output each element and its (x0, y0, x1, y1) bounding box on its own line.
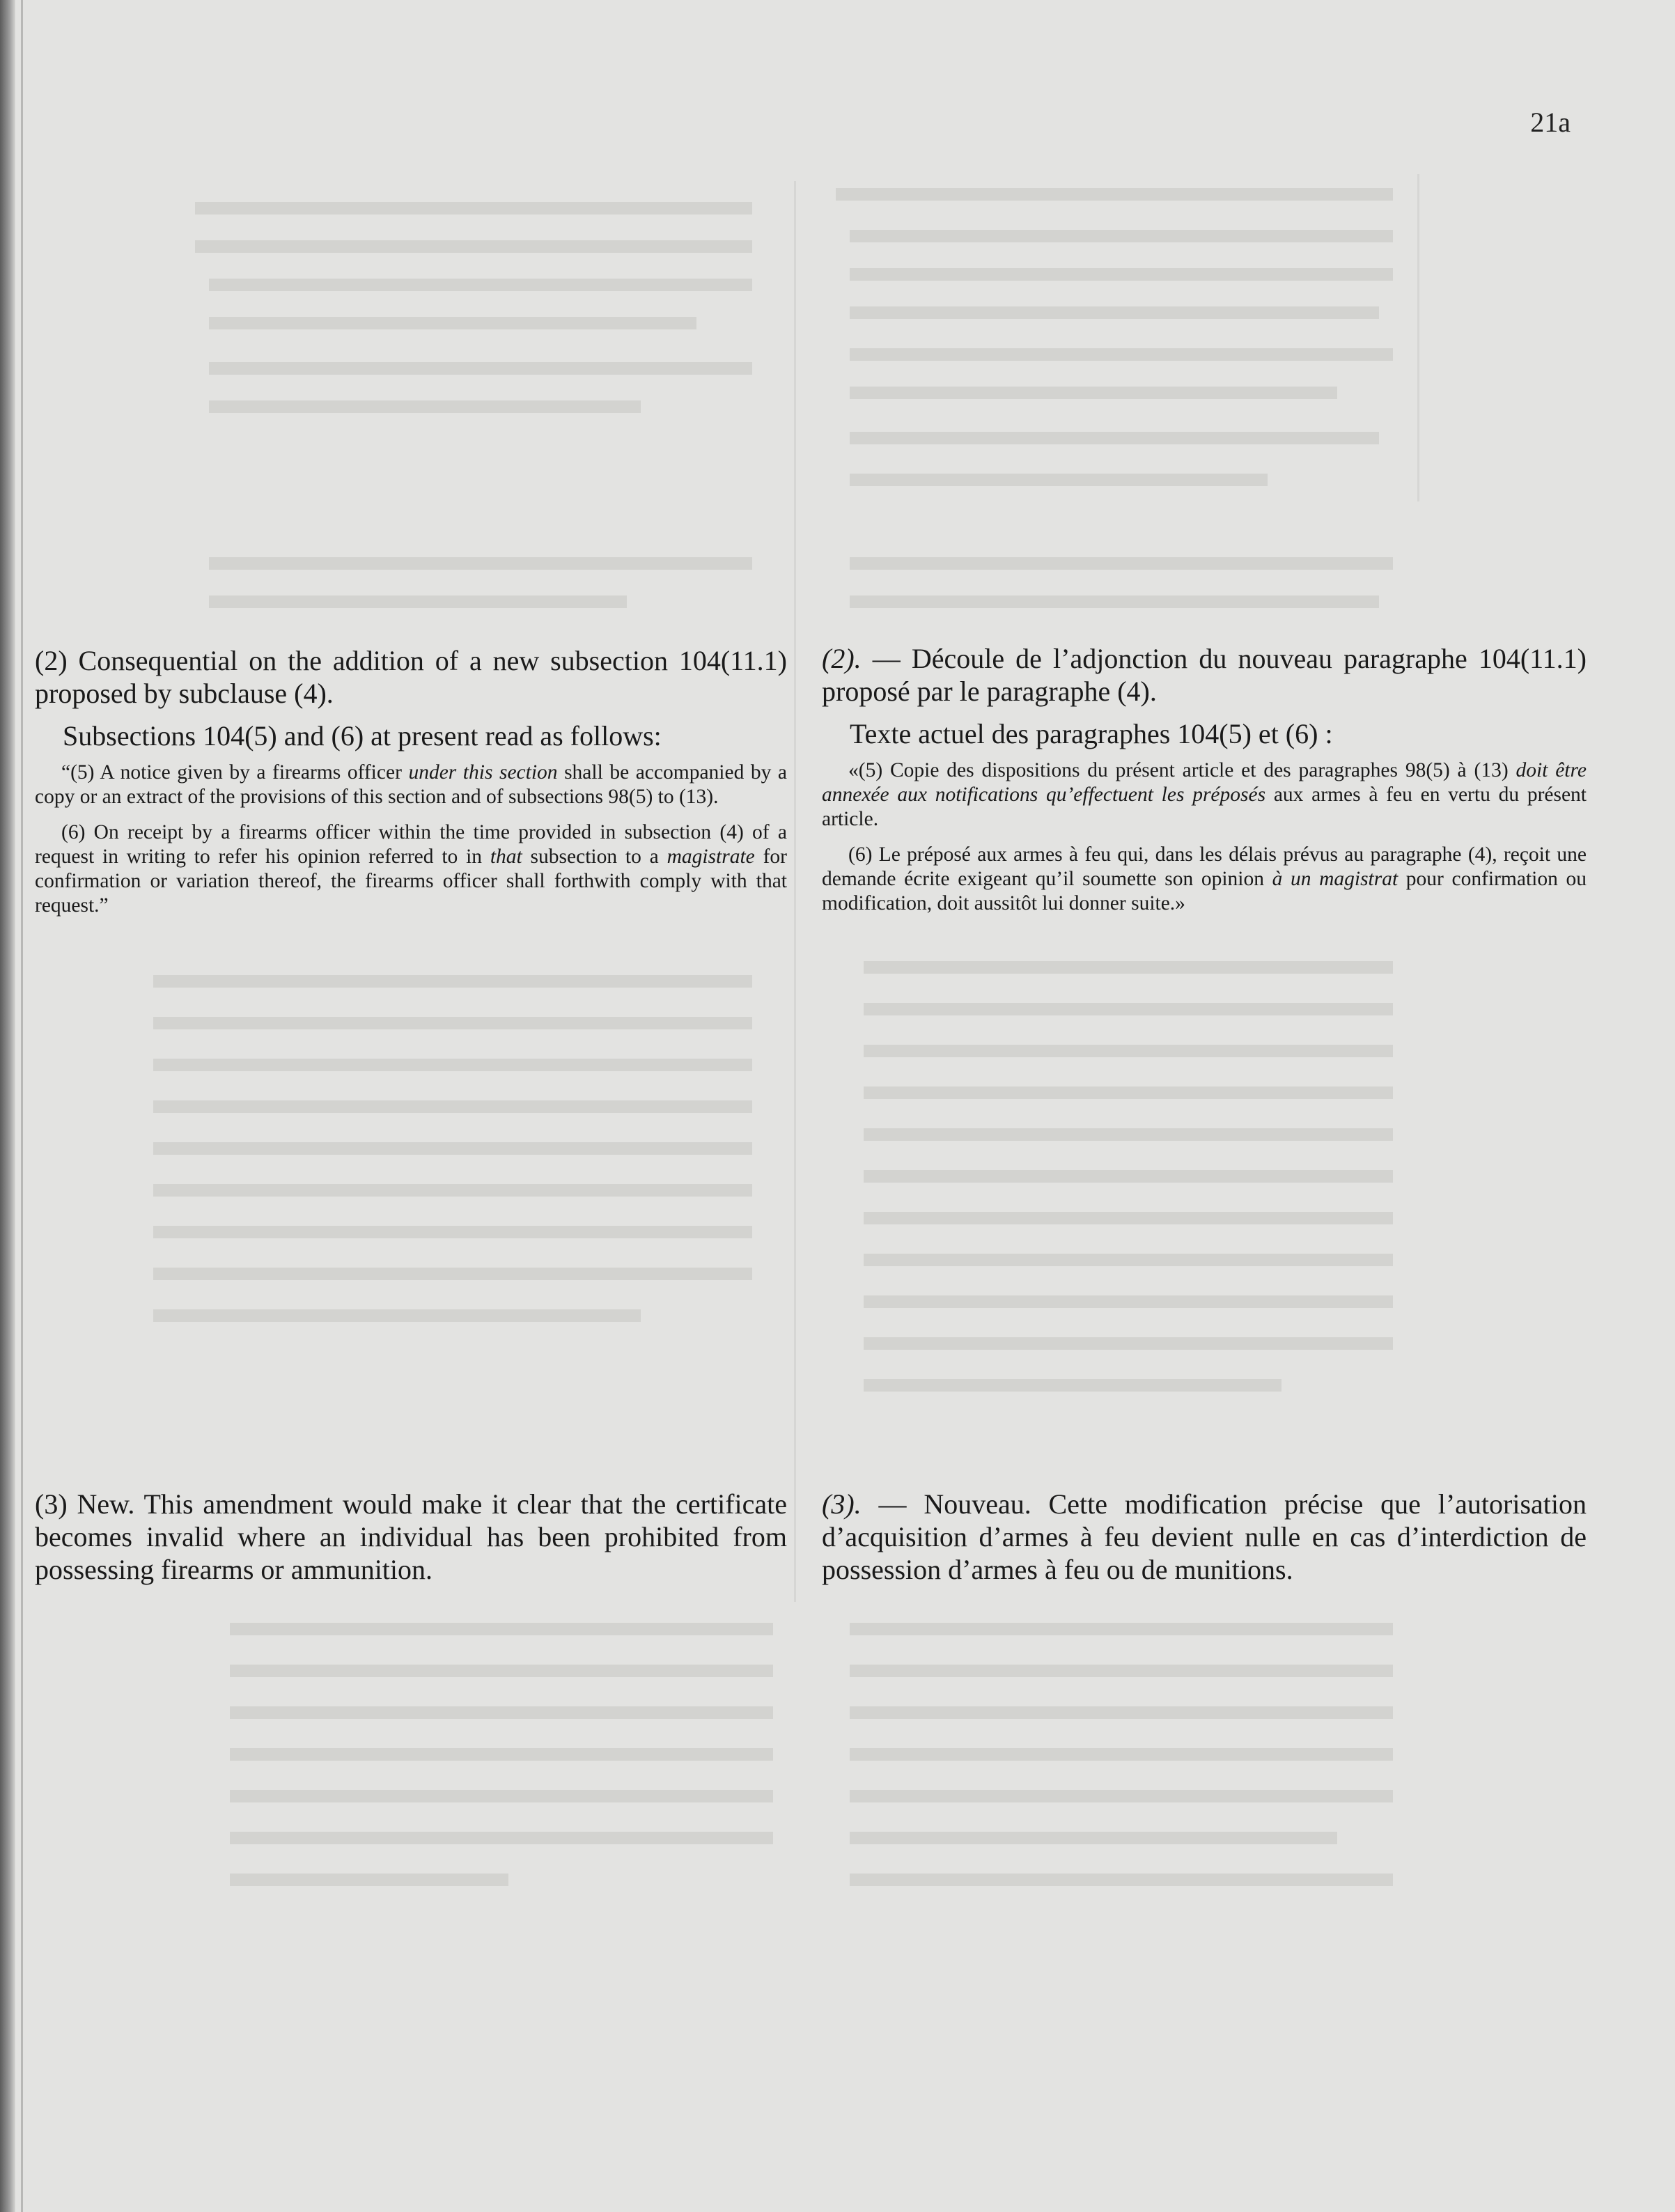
q5-fr-part-c: aux armes à feu en vertu du présent article. (822, 784, 1587, 830)
q6-part-c: subsection to a (522, 846, 667, 868)
q6-italic-magistrate: magistrate (667, 846, 755, 868)
french-note-2 (822, 642, 1587, 927)
quoted-paragraphe-6 (822, 843, 1587, 916)
english-note-2 (35, 644, 787, 929)
note-3-fr-body: — Nouveau. Cette modification précise que l’autorisation d’acquisition d’armes à feu devient nulle en cas d’interdiction de possession d’armes à feu ou de munitions. (822, 1488, 1587, 1585)
note-3-fr-text (822, 1488, 1587, 1586)
q5-fr-part-a: «(5) Copie des dispositions du présent article et des paragraphes 98(5) à (13) (848, 759, 1516, 781)
note-2-fr-text (822, 642, 1587, 708)
french-note-3 (822, 1488, 1587, 1596)
quoted-subsection-6 (35, 820, 787, 918)
q5-fr-italic: doit être annexée aux notifications qu’effectuent les préposés (822, 759, 1587, 806)
q6-italic-that: that (490, 846, 522, 868)
q5-italic: under this section (408, 761, 558, 784)
q6-fr-italic: à un magistrat (1272, 868, 1399, 890)
english-note-3 (35, 1488, 787, 1596)
q6-part-a: (6) On receipt by a firearms officer within the time provided in subsection (4) of a request in writing to refer his opinion referred to in (35, 821, 787, 868)
note-2-fr-lead: Texte actuel des paragraphes 104(5) et (6) : (850, 718, 1333, 749)
q6-fr-part-c: pour confirmation ou modification, doit aussitôt lui donner suite.» (822, 868, 1587, 914)
q5-part-a: “(5) A notice given by a firearms officer (61, 761, 409, 784)
quoted-paragraphe-5 (822, 758, 1587, 832)
q5-part-c: shall be accompanied by a copy or an extract of the provisions of this section and of subsections 98(5) to (13). (35, 761, 787, 808)
q6-part-e: for confirmation or variation thereof, the firearms officer shall forthwith comply with that request.” (35, 846, 787, 917)
page-edge-shadow (0, 0, 15, 2212)
q6-fr-part-a: (6) Le préposé aux armes à feu qui, dans les délais prévus au paragraphe (4), reçoit une demande écrite exigeant qu’il soumette son opinion (822, 843, 1587, 890)
page-fold-line (21, 0, 23, 2212)
note-2-text: (2) Consequential on the addition of a new subsection 104(11.1) proposed by subclause (4). (35, 645, 787, 709)
note-2-fr-number: (2). (822, 643, 862, 674)
page-number: 21a (1530, 107, 1571, 138)
note-3-fr-number: (3). (822, 1488, 862, 1520)
note-3-text: (3) New. This amendment would make it clear that the certificate becomes invalid where an individual has been prohibited from possessing firearms or ammunition. (35, 1488, 787, 1585)
quoted-subsection-5 (35, 761, 787, 809)
note-2-lead: Subsections 104(5) and (6) at present read as follows: (63, 720, 662, 751)
note-2-fr-body: — Découle de l’adjonction du nouveau paragraphe 104(11.1) proposé par le paragraphe (4). (822, 643, 1587, 707)
